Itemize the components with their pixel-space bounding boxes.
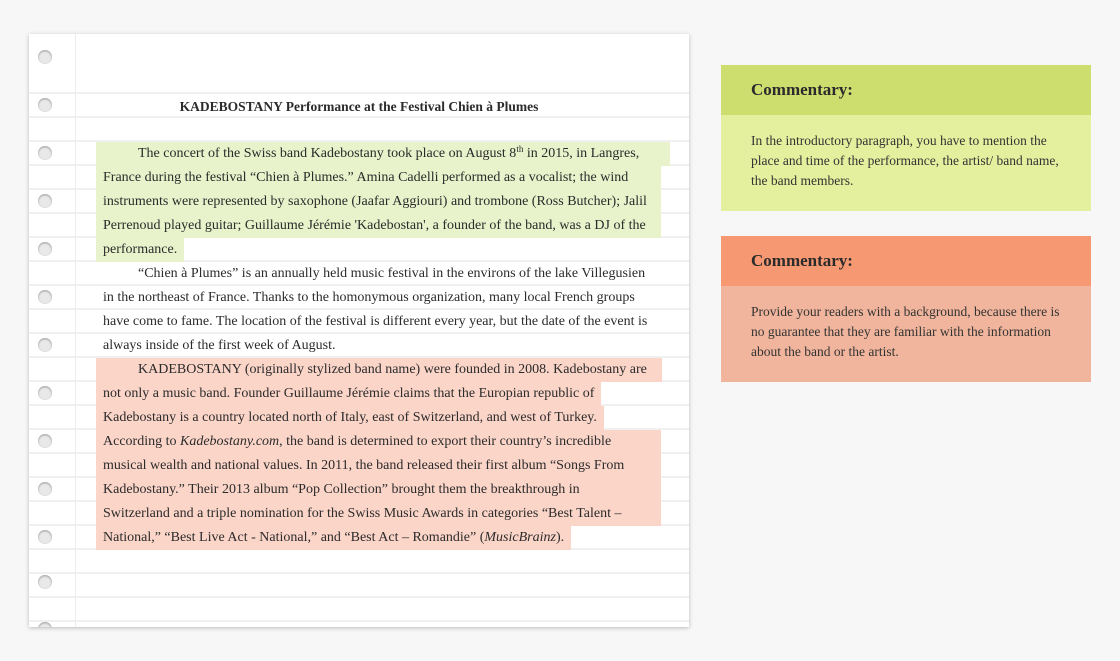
binder-hole [38,50,52,64]
commentary-card-intro [721,65,1091,211]
commentary-text: In the introductory paragraph, you have to mention the place and time of the performance, the artist/ band name, the band members. [721,115,1091,211]
p1-line-1: The concert of the Swiss band Kadebostany took place on August 8th in 2015, in Langres, [96,142,670,166]
binder-hole [38,434,52,448]
ruled-line [29,620,689,622]
binder-hole [38,575,52,589]
ruled-line [29,92,689,94]
p3-line-4: According to Kadebostany.com, the band is determined to export their country’s incredible [96,430,661,454]
binder-hole [38,194,52,208]
p1-line-4: Perrenoud played guitar; Guillaume Jérémie 'Kadebostan', a founder of the band, was a DJ of the [96,214,661,238]
p2-line-3: have come to fame. The location of the festival is different every year, but the date of the event is [103,314,648,329]
p3-line-6: Kadebostany.” Their 2013 album “Pop Collection” brought them the breakthrough in [96,478,661,502]
commentary-text: Provide your readers with a background, because there is no guarantee that they are familiar with the information about the band or the artist. [721,286,1091,382]
binder-hole [38,386,52,400]
document-title: KADEBOSTANY Performance at the Festival Chien à Plumes [179,99,539,114]
binder-hole [38,146,52,160]
p3-line-7: Switzerland and a triple nomination for the Swiss Music Awards in categories “Best Talent – [96,502,661,526]
binder-hole [38,622,52,627]
p3-line-3: Kadebostany is a country located north of Italy, east of Switzerland, and west of Turkey. [96,406,604,430]
ruled-line [29,596,689,598]
margin-line [75,34,76,627]
p2-line-2: in the northeast of France. Thanks to the homonymous organization, many local French groups [103,290,635,305]
p1-line-2: France during the festival “Chien à Plumes.” Amina Cadelli performed as a vocalist; the wind [96,166,661,190]
p2-line-1: “Chien à Plumes” is an annually held music festival in the environs of the lake Villegusien [138,266,646,281]
binder-hole [38,530,52,544]
p3-line-1: KADEBOSTANY (originally stylized band name) were founded in 2008. Kadebostany are [96,358,662,382]
binder-hole [38,290,52,304]
commentary-card-background [721,236,1091,382]
binder-hole [38,338,52,352]
p2-line-4: always inside of the first week of August. [103,338,336,353]
commentary-heading: Commentary: [721,65,1091,115]
commentary-heading: Commentary: [721,236,1091,286]
p3-line-5: musical wealth and national values. In 2011, the band released their first album “Songs From [96,454,661,478]
p1-line-5: performance. [96,238,184,262]
ruled-line [29,572,689,574]
binder-hole [38,482,52,496]
binder-hole [38,242,52,256]
p3-line-2: not only a music band. Founder Guillaume Jérémie claims that the Europian republic of [96,382,601,406]
notebook-paper [29,34,689,627]
p3-line-8: National,” “Best Live Act - National,” and “Best Act – Romandie” (MusicBrainz). [96,526,571,550]
p1-line-3: instruments were represented by saxophone (Jaafar Aggiouri) and trombone (Ross Butcher); Jalil [96,190,661,214]
